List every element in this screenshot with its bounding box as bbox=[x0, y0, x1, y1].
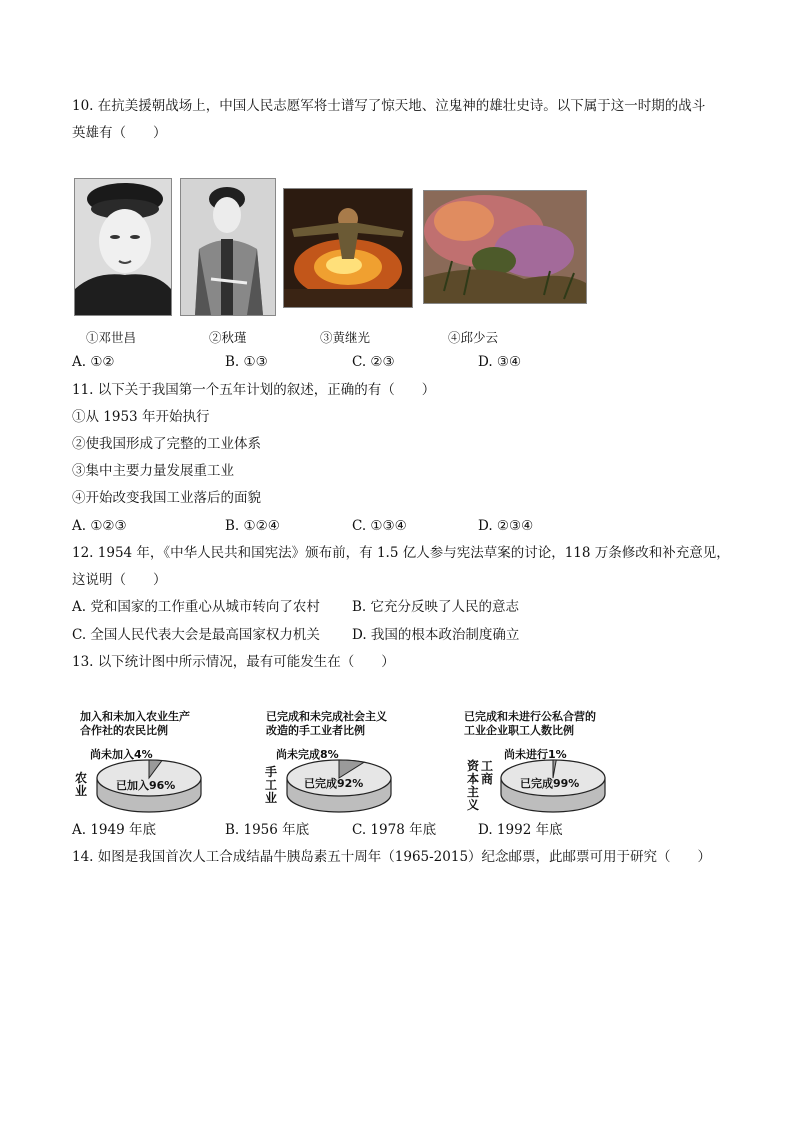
q13-option-a[interactable]: A. 1949 年底 bbox=[72, 822, 156, 838]
q11-option-b[interactable]: B. ①②④ bbox=[225, 518, 280, 534]
q12-option-a[interactable]: A. 党和国家的工作重心从城市转向了农村 bbox=[72, 599, 320, 615]
chart3-side-label bbox=[466, 760, 494, 812]
chart3-title-line2: 工业企业职工人数比例 bbox=[464, 724, 574, 737]
chart1-title-line1: 加入和未加入农业生产 bbox=[80, 710, 190, 723]
painting-photo-4 bbox=[423, 190, 587, 304]
q13-option-d[interactable]: D. 1992 年底 bbox=[478, 822, 563, 838]
q11-option-a[interactable]: A. ①②③ bbox=[72, 518, 127, 534]
chart1-slice-small-label: 尚未加入4% bbox=[90, 748, 153, 761]
chart3-side-char bbox=[480, 799, 494, 812]
q12-stem-line1: 12. 1954 年，《中华人民共和国宪法》颁布前，有 1.5 亿人参与宪法草案的讨论，118 万条修改和补充意见， bbox=[72, 545, 730, 561]
portrait-photo-2 bbox=[180, 178, 276, 316]
chart3-side-char: 工 bbox=[480, 759, 493, 773]
chart3-side-char: 义 bbox=[466, 798, 479, 812]
caption-2: ②秋瑾 bbox=[209, 330, 247, 345]
q12-option-b[interactable]: B. 它充分反映了人民的意志 bbox=[352, 599, 520, 615]
chart3-title-line1: 已完成和未进行公私合营的 bbox=[464, 710, 596, 723]
chart3-side-char: 本 bbox=[466, 772, 479, 786]
chart1-side-label: 农业 bbox=[74, 771, 87, 798]
chart2-slice-large-label: 已完成92% bbox=[304, 777, 364, 790]
chart2-title-line2: 改造的手工业者比例 bbox=[266, 724, 365, 737]
caption-4: ④邱少云 bbox=[448, 330, 499, 345]
q11-option-c[interactable]: C. ①③④ bbox=[352, 518, 407, 534]
chart3-side-char bbox=[480, 786, 494, 799]
chart3-slice-large-label: 已完成99% bbox=[520, 777, 580, 790]
chart3-side-char: 主 bbox=[466, 785, 479, 799]
chart2-slice-small-label: 尚未完成8% bbox=[276, 748, 339, 761]
q13-stem: 13. 以下统计图中所示情况，最有可能发生在（ ） bbox=[72, 654, 395, 670]
q13-option-b[interactable]: B. 1956 年底 bbox=[225, 822, 310, 838]
chart2-title-line1: 已完成和未完成社会主义 bbox=[266, 710, 387, 723]
chart2-side-label: 手工业 bbox=[264, 765, 277, 805]
caption-1: ①邓世昌 bbox=[86, 330, 137, 345]
q11-option-d[interactable]: D. ②③④ bbox=[478, 518, 534, 534]
q12-option-d[interactable]: D. 我国的根本政治制度确立 bbox=[352, 627, 520, 643]
q14-stem: 14. 如图是我国首次人工合成结晶牛胰岛素五十周年（1965-2015）纪念邮票，此邮票可用于研究（ ） bbox=[72, 849, 712, 865]
q11-item-3: ③集中主要力量发展重工业 bbox=[72, 463, 234, 479]
q11-item-1: ①从 1953 年开始执行 bbox=[72, 409, 210, 425]
chart3-slice-small-label: 尚未进行1% bbox=[504, 748, 567, 761]
q10-stem-line1: 10. 在抗美援朝战场上，中国人民志愿军将士谱写了惊天地、泣鬼神的雄壮史诗。以下属于这一时期的战斗 bbox=[72, 98, 706, 114]
chart3-side-char: 资 bbox=[466, 759, 479, 773]
chart1-title-line2: 合作社的农民比例 bbox=[80, 724, 168, 737]
q10-option-d[interactable]: D. ③④ bbox=[478, 354, 522, 370]
chart1-slice-large-label: 已加入96% bbox=[116, 779, 176, 792]
painting-photo-3 bbox=[283, 188, 413, 308]
q11-item-2: ②使我国形成了完整的工业体系 bbox=[72, 436, 261, 452]
q11-item-4: ④开始改变我国工业落后的面貌 bbox=[72, 490, 261, 506]
q12-stem-line2: 这说明（ ） bbox=[72, 572, 167, 588]
portrait-photo-1 bbox=[74, 178, 172, 316]
q10-option-c[interactable]: C. ②③ bbox=[352, 354, 395, 370]
q12-option-c[interactable]: C. 全国人民代表大会是最高国家权力机关 bbox=[72, 627, 320, 643]
chart3-side-char: 商 bbox=[480, 772, 493, 786]
q13-option-c[interactable]: C. 1978 年底 bbox=[352, 822, 437, 838]
q10-option-b[interactable]: B. ①③ bbox=[225, 354, 268, 370]
q11-stem: 11. 以下关于我国第一个五年计划的叙述，正确的有（ ） bbox=[72, 382, 436, 398]
q10-option-a[interactable]: A. ①② bbox=[72, 354, 115, 370]
q10-stem-line2: 英雄有（ ） bbox=[72, 125, 167, 141]
caption-3: ③黄继光 bbox=[320, 330, 371, 345]
